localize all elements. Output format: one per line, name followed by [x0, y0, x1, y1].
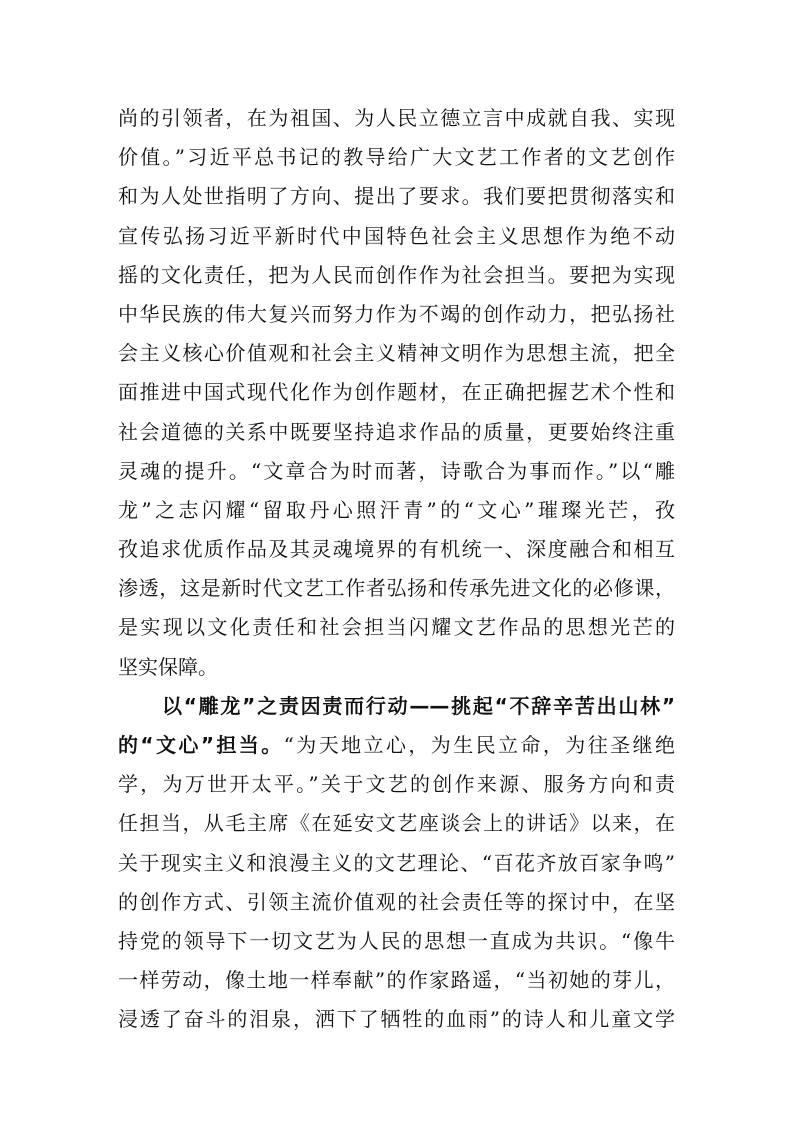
text-line: 会主义核心价值观和社会主义精神文明作为思想主流，把全: [118, 341, 675, 366]
text-line: 摇的文化责任，把为人民而创作作为社会担当。要把为实现: [118, 262, 675, 287]
text-line: 面推进中国式现代化作为创作题材，在正确把握艺术个性和: [118, 380, 675, 405]
text-line: 持党的领导下一切文艺为人民的思想一直成为共识。“像牛: [118, 928, 675, 953]
document-page: [118, 99, 675, 1040]
text-line: 任担当，从毛主席《在延安文艺座谈会上的讲话》以来，在: [118, 811, 675, 836]
text-line: 社会道德的关系中既要坚持追求作品的质量，更要始终注重: [118, 419, 675, 444]
text-line: 孜追求优质作品及其灵魂境界的有机统一、深度融合和相互: [118, 537, 675, 562]
text-line: 龙”之志闪耀“留取丹心照汗青”的“文心”璀璨光芒，孜: [118, 497, 675, 522]
text-line: 关于现实主义和浪漫主义的文艺理论、“百花齐放百家争鸣”: [118, 850, 675, 875]
text-line: 中华民族的伟大复兴而努力作为不竭的创作动力，把弘扬社: [118, 301, 675, 326]
text-line: 的创作方式、引领主流价值观的社会责任等的探讨中，在坚: [118, 889, 675, 914]
paragraph-2: [118, 687, 675, 1040]
text-line: 渗透，这是新时代文艺工作者弘扬和传承先进文化的必修课，: [118, 576, 675, 601]
text-line: 是实现以文化责任和社会担当闪耀文艺作品的思想光芒的: [118, 615, 675, 640]
section-heading: 以“雕龙”之责因责而行动——挑起“不辞辛苦出山林”: [162, 693, 675, 718]
text-line: 坚实保障。: [118, 654, 218, 679]
text-line-rest: “为天地立心，为生民立命，为往圣继绝: [283, 733, 675, 757]
text-line: 价值。”习近平总书记的教导给广大文艺工作者的文艺创作: [118, 145, 675, 170]
text-line: 一样劳动，像土地一样奉献”的作家路遥，“当初她的芽儿，: [118, 968, 675, 993]
text-line: 灵魂的提升。“文章合为时而著，诗歌合为事而作。”以“雕: [118, 458, 675, 483]
section-heading-line: [118, 687, 675, 726]
text-line: 尚的引领者，在为祖国、为人民立德立言中成就自我、实现: [118, 106, 675, 130]
text-line: 宣传弘扬习近平新时代中国特色社会主义思想作为绝不动: [118, 223, 675, 248]
paragraph-1: [118, 99, 675, 687]
section-heading-end: 的“文心”担当。: [118, 733, 284, 757]
text-line: 学，为万世开太平。”关于文艺的创作来源、服务方向和责: [118, 772, 675, 797]
text-line: 和为人处世指明了方向、提出了要求。我们要把贯彻落实和: [118, 184, 675, 209]
text-line: [118, 726, 675, 765]
text-line: 浸透了奋斗的泪泉，洒下了牺牲的血雨”的诗人和儿童文学: [118, 1007, 675, 1032]
